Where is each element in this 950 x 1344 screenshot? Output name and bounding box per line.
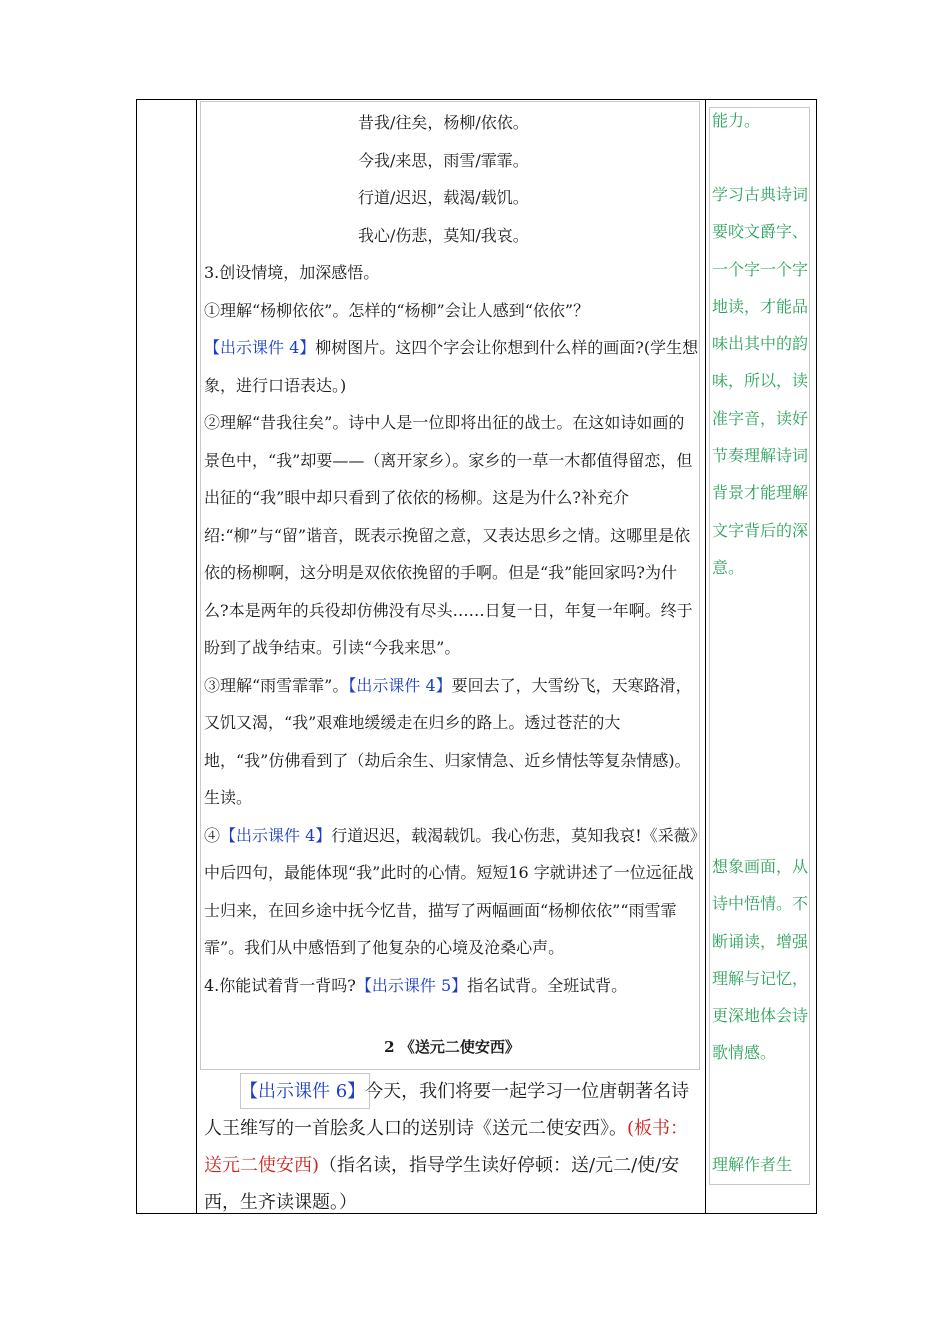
side-note-1: 能力。 — [712, 111, 761, 130]
table-right-border — [816, 99, 817, 1214]
intro-paragraph — [204, 1073, 700, 1221]
paragraph-yuxue — [204, 667, 700, 817]
poem-line: 今我/来思，雨雪/霏霏。 — [358, 150, 529, 170]
step-4-recite — [204, 967, 700, 1005]
paragraph-text: 要回去了，大雪纷飞，天寒路滑，又饥又渴，“我”艰难地缓缓走在归乡的路上。透过苍茫的大地，“我”仿佛看到了（劫后余生、归家情急、近乡情怯等复杂情感)。生读。 — [204, 675, 692, 807]
poem-line: 行道/迟迟，载渴/载饥。 — [358, 188, 529, 207]
courseware-tag: 【出示课件 4】 — [204, 338, 316, 357]
paragraph-xiwo: ②理解“昔我往矣”。诗中人是一位即将出征的战士。在这如诗如画的景色中，“我”却要——（离开家乡）。家乡的一草一木都值得留恋，但出征的“我”眼中却只看到了依依的杨柳。这是为什么?补充介绍:“柳”与“留”谐音，既表示挽留之意，又表达思乡之情。这哪里是依依的杨柳啊，这分明是双依依挽留的手啊。但是“我”能回家吗?为什么?本是两年的兵役却仿佛没有尽头……日复一日，年复一年啊。终于盼到了战争结束。引读“今我来思”。 — [204, 413, 693, 657]
section-heading: 2 《送元二使安西》 — [384, 1038, 520, 1056]
paragraph-text: ④ — [204, 825, 221, 845]
paragraph-text: 指名试背。全班试背。 — [467, 975, 628, 995]
side-note-3: 想象画面，从诗中悟情。不断诵读，增强理解与记忆，更深地体会诗歌情感。 — [712, 857, 809, 1063]
step-3-heading: 3.创设情境，加深感悟。 — [204, 263, 380, 282]
paragraph-text: 行道迟迟，载渴载饥。我心伤悲，莫知我哀!《采薇》中后四句，最能体现“我”此时的心情。短短16 字就讲述了一位远征战士归来，在回乡途中抚今忆昔，描写了两幅画面“杨柳依依”“雨雪霏霏”。我们从中感悟到了他复杂的心境及沧桑心声。 — [204, 825, 698, 957]
paragraph-text: 4.你能试着背一背吗? — [204, 975, 356, 995]
table-left-border — [136, 99, 137, 1214]
board-note: (板书：送元二使安西) — [204, 1118, 689, 1176]
paragraph-text: ③理解“雨雪霏霏”。 — [204, 675, 349, 695]
intro-text — [204, 1073, 700, 1221]
poem-line: 昔我/往矣，杨柳/依依。 — [358, 113, 529, 132]
table-col-divider-2 — [705, 99, 706, 1214]
paragraph-text: 柳树图片。这四个字会让你想到什么样的画面?(学生想象，进行口语表达。) — [204, 338, 699, 395]
side-note-4: 理解作者生 — [712, 1155, 793, 1174]
table-col-divider-1 — [196, 99, 197, 1214]
main-column — [204, 104, 700, 1067]
poem-line: 我心/伤悲，莫知/我哀。 — [358, 225, 529, 245]
paragraph-yangliu — [204, 292, 700, 405]
side-note-2: 学习古典诗词要咬文爵字、一个字一个字地读，才能品味出其中的韵味，所以，读准字音，读好节奏理解诗词背景才能理解文字背后的深意。 — [712, 185, 809, 577]
courseware-tag: 【出示课件 5】 — [355, 975, 468, 995]
table-top-border — [136, 99, 817, 100]
paragraph-text: ①理解“杨柳依依”。怎样的“杨柳”会让人感到“依依”？ — [204, 300, 590, 320]
paragraph-text: 今天，我们将要一起学习一位唐朝著名诗人王维写的一首脍炙人口的送别诗《送元二使安西》。 — [204, 1081, 690, 1139]
courseware-tag: 【出示课件 4】 — [348, 675, 452, 695]
paragraph-text: （指名读，指导学生读好停顿：送/元二/使/安西，生齐读课题。） — [204, 1155, 680, 1213]
courseware-tag: 【出示课件 4】 — [220, 825, 332, 845]
paragraph-caiwei — [204, 817, 700, 967]
courseware-tag: 【出示课件 6】 — [240, 1081, 366, 1102]
